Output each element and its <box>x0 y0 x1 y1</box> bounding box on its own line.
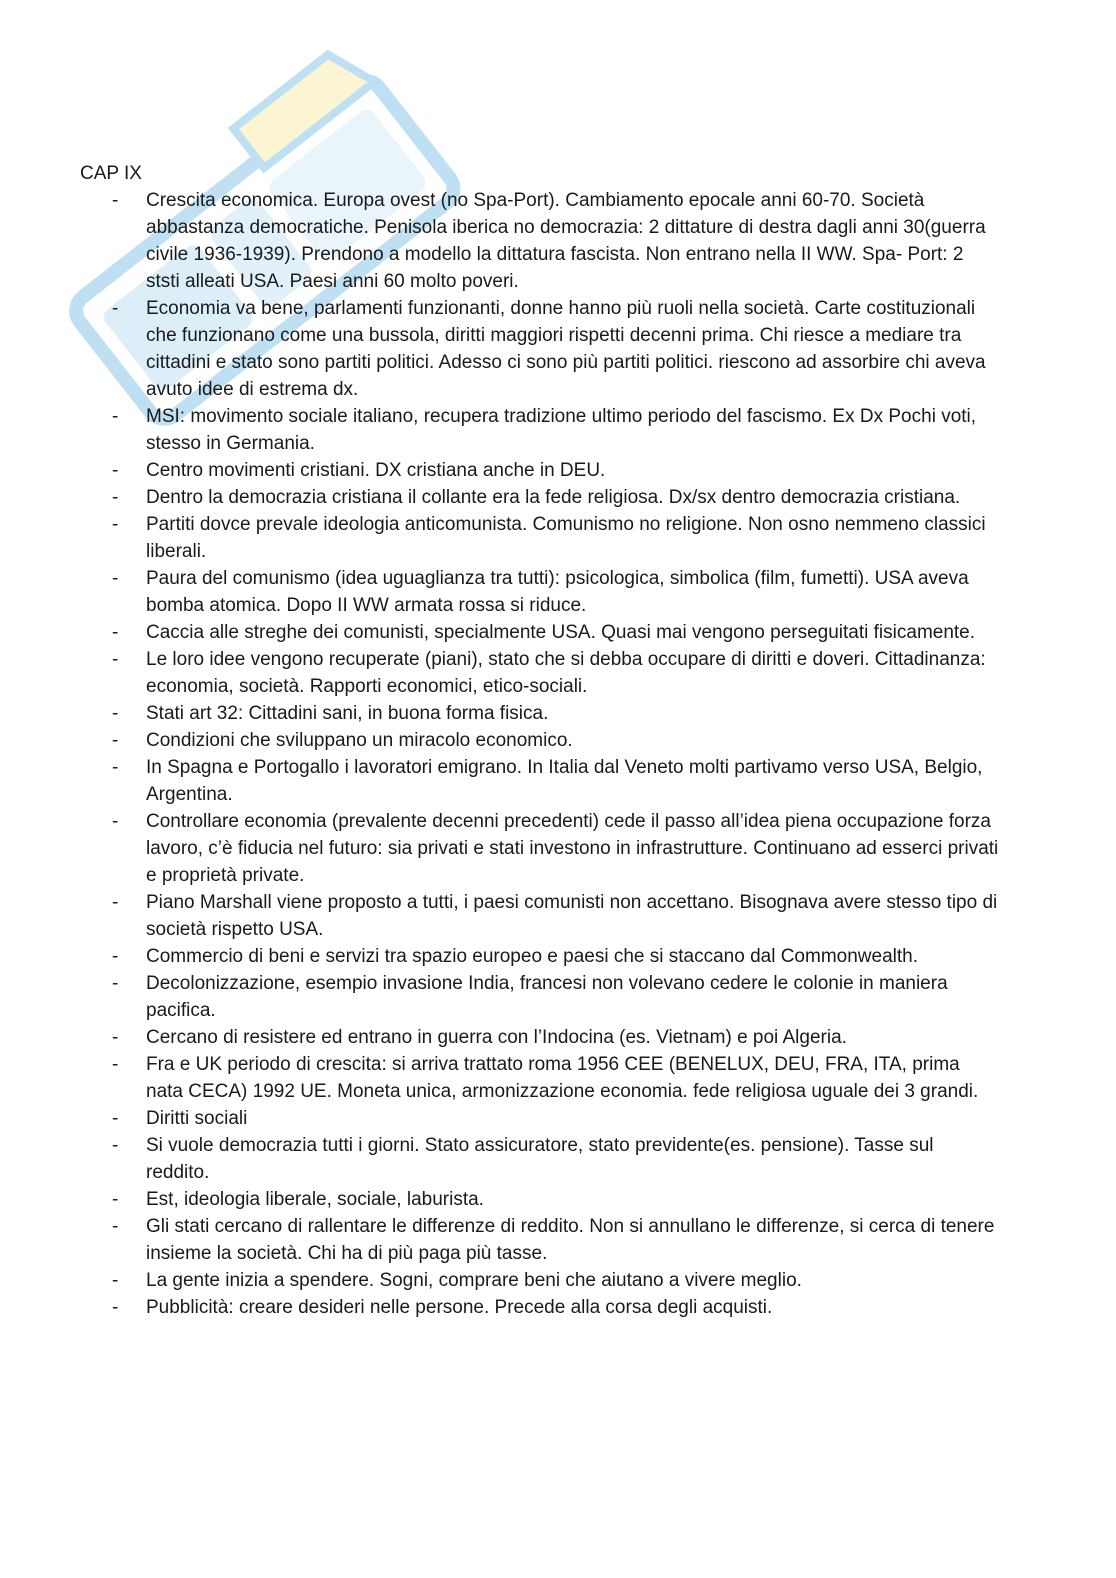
bullet-dash: - <box>112 1054 119 1075</box>
bullet-dash: - <box>112 622 119 643</box>
bullet-dash: - <box>112 514 119 535</box>
bullet-dash: - <box>112 1108 119 1129</box>
list-item <box>80 565 1000 619</box>
bullet-dash: - <box>112 703 119 724</box>
list-item <box>80 1267 1000 1294</box>
list-item-text: Centro movimenti cristiani. DX cristiana anche in DEU. <box>146 460 606 481</box>
list-item-text: Dentro la democrazia cristiana il collante era la fede religiosa. Dx/sx dentro democrazia cristiana. <box>146 487 961 508</box>
list-item-text: Le loro idee vengono recuperate (piani), stato che si debba occupare di diritti e doveri. Cittadinanza: economia, società. Rapporti economici, etico-sociali. <box>146 649 986 697</box>
bullet-dash: - <box>112 730 119 751</box>
bullet-dash: - <box>112 190 119 211</box>
list-item <box>80 1024 1000 1051</box>
list-item-text: Si vuole democrazia tutti i giorni. Stato assicuratore, stato previdente(es. pensione). Tasse sul reddito. <box>146 1135 934 1183</box>
list-item <box>80 754 1000 808</box>
list-item-text: Commercio di beni e servizi tra spazio europeo e paesi che si staccano dal Commonwealth. <box>146 946 918 967</box>
list-item <box>80 970 1000 1024</box>
bullet-dash: - <box>112 946 119 967</box>
list-item <box>80 403 1000 457</box>
list-item-text: Piano Marshall viene proposto a tutti, i paesi comunisti non accettano. Bisognava avere stesso tipo di società rispetto USA. <box>146 892 998 940</box>
list-item <box>80 808 1000 889</box>
list-item-text: MSI: movimento sociale italiano, recupera tradizione ultimo periodo del fascismo. Ex Dx Pochi voti, stesso in Germania. <box>146 406 977 454</box>
chapter-heading: CAP IX <box>80 163 142 184</box>
list-item <box>80 457 1000 484</box>
list-item-text: Stati art 32: Cittadini sani, in buona forma fisica. <box>146 703 549 724</box>
list-item <box>80 1294 1000 1321</box>
list-item <box>80 727 1000 754</box>
list-item-text: In Spagna e Portogallo i lavoratori emigrano. In Italia dal Veneto molti partivamo verso USA, Belgio, Argentina. <box>146 757 983 805</box>
bullet-dash: - <box>112 649 119 670</box>
list-item-text: Fra e UK periodo di crescita: si arriva trattato roma 1956 CEE (BENELUX, DEU, FRA, ITA, prima nata CECA) 1992 UE. Moneta unica, armonizzazione economia. fede religiosa uguale dei 3 grandi. <box>146 1054 979 1102</box>
bullet-dash: - <box>112 811 119 832</box>
bullet-dash: - <box>112 298 119 319</box>
list-item <box>80 295 1000 403</box>
list-item <box>80 1051 1000 1105</box>
list-item-text: La gente inizia a spendere. Sogni, comprare beni che aiutano a vivere meglio. <box>146 1270 802 1291</box>
list-item-text: Controllare economia (prevalente decenni precedenti) cede il passo all’idea piena occupazione forza lavoro, c’è fiducia nel futuro: sia privati e stati investono in infrastrutture. Continuano ad esserci privati e proprietà private. <box>146 811 999 886</box>
list-item <box>80 511 1000 565</box>
list-item-text: Economia va bene, parlamenti funzionanti, donne hanno più ruoli nella società. Carte costituzionali che funzionano come una bussola, diritti maggiori rispetti decenni prima. Chi riesce a mediare tra cittadini e stato sono partiti politici. Adesso ci sono più partiti politici. riescono ad assorbire chi aveva avuto idee di estrema dx. <box>146 298 986 400</box>
list-item-text: Crescita economica. Europa ovest (no Spa-Port). Cambiamento epocale anni 60-70. Società abbastanza democratiche. Penisola iberica no democrazia: 2 dittature di destra dagli anni 30(guerra civile 1936-1939). Prendono a modello la dittatura fascista. Non entrano nella II WW. Spa- Port: 2 ststi alleati USA. Paesi anni 60 molto poveri. <box>146 190 986 292</box>
list-item-text: Cercano di resistere ed entrano in guerra con l’Indocina (es. Vietnam) e poi Algeria. <box>146 1027 847 1048</box>
list-item-text: Partiti dovce prevale ideologia anticomunista. Comunismo no religione. Non osno nemmeno classici liberali. <box>146 514 986 562</box>
list-item-text: Paura del comunismo (idea uguaglianza tra tutti): psicologica, simbolica (film, fumetti). USA aveva bomba atomica. Dopo II WW armata rossa si riduce. <box>146 568 969 616</box>
list-item-text: Condizioni che sviluppano un miracolo economico. <box>146 730 573 751</box>
list-item-text: Caccia alle streghe dei comunisti, specialmente USA. Quasi mai vengono perseguitati fisicamente. <box>146 622 976 643</box>
bullet-dash: - <box>112 487 119 508</box>
list-item <box>80 1105 1000 1132</box>
bullet-dash: - <box>112 406 119 427</box>
list-item-text: Gli stati cercano di rallentare le differenze di reddito. Non si annullano le differenze, si cerca di tenere insieme la società. Chi ha di più paga più tasse. <box>146 1216 995 1264</box>
document-page <box>80 160 1000 1321</box>
bullet-dash: - <box>112 460 119 481</box>
list-item <box>80 943 1000 970</box>
list-item <box>80 889 1000 943</box>
bullet-dash: - <box>112 1216 119 1237</box>
bullet-dash: - <box>112 568 119 589</box>
list-item <box>80 1186 1000 1213</box>
bullet-dash: - <box>112 1189 119 1210</box>
list-item <box>80 646 1000 700</box>
list-item-text: Diritti sociali <box>146 1108 248 1129</box>
bullet-dash: - <box>112 892 119 913</box>
list-item <box>80 619 1000 646</box>
list-item <box>80 484 1000 511</box>
list-item-text: Pubblicità: creare desideri nelle persone. Precede alla corsa degli acquisti. <box>146 1297 773 1318</box>
bullet-list <box>80 187 1000 1321</box>
list-item <box>80 1132 1000 1186</box>
list-item <box>80 187 1000 295</box>
bullet-dash: - <box>112 1027 119 1048</box>
bullet-dash: - <box>112 1297 119 1318</box>
bullet-dash: - <box>112 757 119 778</box>
bullet-dash: - <box>112 1270 119 1291</box>
list-item-text: Est, ideologia liberale, sociale, laburista. <box>146 1189 484 1210</box>
bullet-dash: - <box>112 973 119 994</box>
bullet-dash: - <box>112 1135 119 1156</box>
list-item-text: Decolonizzazione, esempio invasione India, francesi non volevano cedere le colonie in maniera pacifica. <box>146 973 948 1021</box>
list-item <box>80 700 1000 727</box>
list-item <box>80 1213 1000 1267</box>
